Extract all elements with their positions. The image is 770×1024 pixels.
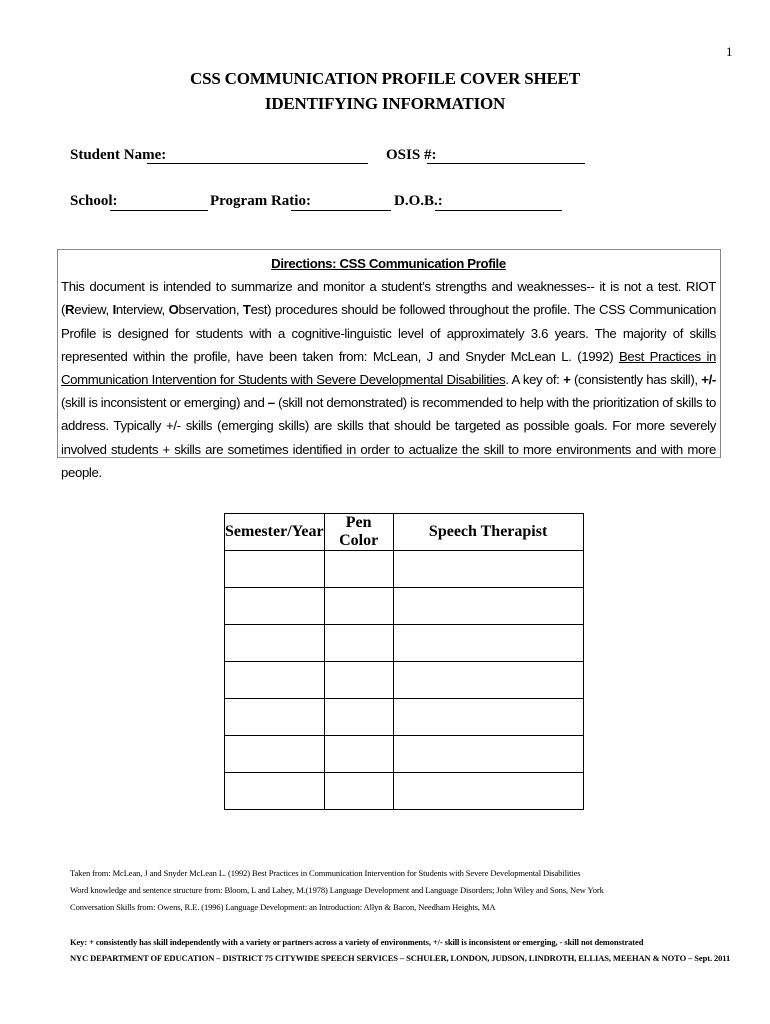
semester-year-cell[interactable] (225, 551, 325, 588)
footer-credit: NYC DEPARTMENT OF EDUCATION – DISTRICT 75 CITYWIDE SPEECH SERVICES – SCHULER, LONDON, JUDSON, LINDROTH, ELLIAS, MEEHAN & NOTO – Sept. 2011 (70, 953, 731, 963)
page-subtitle: IDENTIFYING INFORMATION (264, 94, 506, 113)
pen-color-cell[interactable] (324, 625, 393, 662)
osis-field[interactable] (427, 163, 585, 164)
dob-label: D.O.B.: (394, 193, 443, 209)
semester-year-cell[interactable] (225, 662, 325, 699)
table-row (225, 736, 584, 773)
table-row (225, 588, 584, 625)
semester-year-cell[interactable] (225, 588, 325, 625)
program-ratio-field[interactable] (291, 210, 391, 211)
pen-color-cell[interactable] (324, 662, 393, 699)
speech-therapist-cell[interactable] (393, 773, 583, 810)
source-3: Conversation Skills from: Owens, R.E. (1996) Language Development: an Introduction: Allyn & Bacon, Needham Heights, MA (70, 902, 496, 912)
table-row (225, 699, 584, 736)
osis-label: OSIS #: (386, 147, 437, 163)
student-name-field[interactable] (147, 163, 368, 164)
footer-key: Key: + consistently has skill independently with a variety or partners across a variety of environments, +/- skill is inconsistent or emerging, - skill not demonstrated (70, 937, 644, 947)
pen-color-cell[interactable] (324, 551, 393, 588)
speech-therapist-cell[interactable] (393, 662, 583, 699)
school-label: School: (70, 193, 118, 209)
speech-therapist-cell[interactable] (393, 551, 583, 588)
pen-color-cell[interactable] (324, 699, 393, 736)
pen-color-cell[interactable] (324, 773, 393, 810)
table-row (225, 625, 584, 662)
table-row (225, 773, 584, 810)
source-2: Word knowledge and sentence structure from: Bloom, L and Lahey, M.(1978) Language Development and Language Disorders; John Wiley and Sons, New York (70, 885, 604, 895)
semester-year-cell[interactable] (225, 699, 325, 736)
source-1: Taken from: McLean, J and Snyder McLean L. (1992) Best Practices in Communication Intervention for Students with Severe Developmental Disabilities (70, 868, 581, 878)
table-row (225, 662, 584, 699)
school-field[interactable] (110, 210, 208, 211)
semester-year-cell[interactable] (225, 736, 325, 773)
header-speech-therapist: Speech Therapist (393, 514, 583, 551)
therapist-log-table (224, 513, 584, 810)
speech-therapist-cell[interactable] (393, 625, 583, 662)
dob-field[interactable] (435, 210, 562, 211)
pen-color-cell[interactable] (324, 736, 393, 773)
program-ratio-label: Program Ratio: (210, 193, 311, 209)
page-title: CSS COMMUNICATION PROFILE COVER SHEET (190, 69, 580, 88)
pen-color-cell[interactable] (324, 588, 393, 625)
semester-year-cell[interactable] (225, 773, 325, 810)
speech-therapist-cell[interactable] (393, 588, 583, 625)
directions-box (57, 249, 721, 480)
speech-therapist-cell[interactable] (393, 699, 583, 736)
book-title: Best Practices in Communication Intervention for Students with Severe Developmental Disabilities (61, 348, 717, 388)
student-name-label: Student Name: (70, 147, 167, 163)
header-pen-color: Pen Color (324, 514, 393, 551)
semester-year-cell[interactable] (225, 625, 325, 662)
directions-title: Directions: CSS Communication Profile (271, 256, 506, 271)
speech-therapist-cell[interactable] (393, 736, 583, 773)
directions-text: This document is intended to summarize and monitor a student’s strengths and weaknesses-- it is not a test. RIOT (Review, Interview, Observation, Test) procedures should be followed throughout the profile. The CSS Communication Profile is designed for students with a cognitive-linguistic level of approximately 3.6 years. The majority of skills represented within the profile, have been taken from: McLean, J and Snyder McLean L. (1992) Best Practices in Communication Intervention for Students with Severe Developmental Disabilities. A key of: + (consistently has skill), +/- (skill is inconsistent or emerging) and – (skill not demonstrated) is recommended to help with the prioritization of skills to address. Typically +/- skills (emerging skills) are skills that should be targeted as possible goals. For more severely involved students + skills are sometimes identified in order to actualize the skill to more environments and with more people. (61, 279, 717, 480)
header-semester-year: Semester/Year (225, 514, 325, 551)
page-number: 1 (726, 44, 733, 59)
table-row (225, 551, 584, 588)
